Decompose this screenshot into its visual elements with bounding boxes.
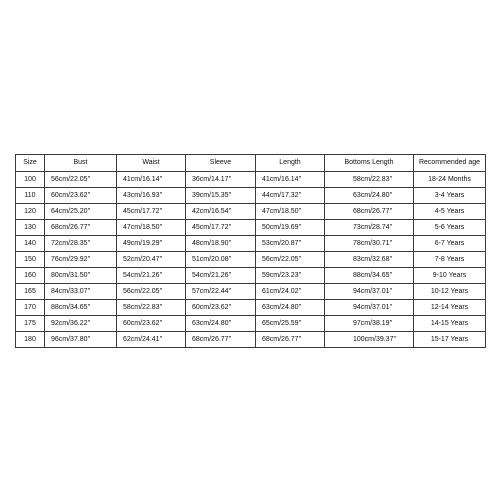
cell-waist: 45cm/17.72'' [117,204,186,220]
cell-recommended-age: 5-6 Years [414,220,486,236]
cell-waist: 41cm/16.14'' [117,172,186,188]
cell-sleeve: 51cm/20.08'' [186,252,256,268]
cell-waist: 56cm/22.05'' [117,284,186,300]
cell-bust: 84cm/33.07'' [45,284,117,300]
cell-recommended-age: 12-14 Years [414,300,486,316]
cell-size: 120 [16,204,45,220]
cell-size: 165 [16,284,45,300]
cell-bottoms-length: 94cm/37.01'' [325,300,414,316]
column-header-recommended-age: Recommended age [414,155,486,172]
table-row [16,332,486,348]
cell-length: 65cm/25.59'' [256,316,325,332]
cell-sleeve: 63cm/24.80'' [186,316,256,332]
cell-bust: 64cm/25.20'' [45,204,117,220]
cell-bottoms-length: 58cm/22.83'' [325,172,414,188]
cell-bust: 76cm/29.92'' [45,252,117,268]
table-body [16,172,486,348]
column-header-bust: Bust [45,155,117,172]
cell-size: 150 [16,252,45,268]
table-row [16,236,486,252]
cell-size: 140 [16,236,45,252]
cell-bottoms-length: 68cm/26.77'' [325,204,414,220]
size-chart-table [15,154,486,348]
cell-recommended-age: 6-7 Years [414,236,486,252]
cell-waist: 60cm/23.62'' [117,316,186,332]
table-row [16,204,486,220]
cell-length: 50cm/19.69'' [256,220,325,236]
table-row [16,316,486,332]
cell-recommended-age: 10-12 Years [414,284,486,300]
table-row [16,252,486,268]
cell-bottoms-length: 97cm/38.19'' [325,316,414,332]
column-header-waist: Waist [117,155,186,172]
cell-bottoms-length: 73cm/28.74'' [325,220,414,236]
cell-length: 63cm/24.80'' [256,300,325,316]
column-header-sleeve: Sleeve [186,155,256,172]
cell-recommended-age: 3-4 Years [414,188,486,204]
cell-bottoms-length: 63cm/24.80'' [325,188,414,204]
cell-sleeve: 48cm/18.90'' [186,236,256,252]
table-row [16,268,486,284]
table-row [16,220,486,236]
cell-waist: 58cm/22.83'' [117,300,186,316]
cell-recommended-age: 4-5 Years [414,204,486,220]
column-header-length: Length [256,155,325,172]
cell-size: 180 [16,332,45,348]
cell-recommended-age: 9-10 Years [414,268,486,284]
cell-waist: 47cm/18.50'' [117,220,186,236]
table-row [16,172,486,188]
cell-recommended-age: 14-15 Years [414,316,486,332]
cell-size: 175 [16,316,45,332]
column-header-bottoms-length: Bottoms Length [325,155,414,172]
cell-bust: 72cm/28.35'' [45,236,117,252]
cell-sleeve: 39cm/15.35'' [186,188,256,204]
cell-bottoms-length: 100cm/39.37'' [325,332,414,348]
cell-waist: 52cm/20.47'' [117,252,186,268]
cell-recommended-age: 18-24 Months [414,172,486,188]
table-row [16,188,486,204]
cell-size: 160 [16,268,45,284]
cell-bust: 88cm/34.65'' [45,300,117,316]
cell-bust: 68cm/26.77'' [45,220,117,236]
cell-bust: 56cm/22.05'' [45,172,117,188]
table-row [16,284,486,300]
cell-waist: 43cm/16.93'' [117,188,186,204]
column-header-size: Size [16,155,45,172]
cell-length: 59cm/23.23'' [256,268,325,284]
cell-bust: 96cm/37.80'' [45,332,117,348]
cell-waist: 49cm/19.29'' [117,236,186,252]
cell-sleeve: 36cm/14.17'' [186,172,256,188]
header-row [16,155,486,172]
cell-bust: 60cm/23.62'' [45,188,117,204]
cell-length: 53cm/20.87'' [256,236,325,252]
cell-sleeve: 54cm/21.26'' [186,268,256,284]
cell-sleeve: 42cm/16.54'' [186,204,256,220]
cell-waist: 54cm/21.26'' [117,268,186,284]
table-row [16,300,486,316]
cell-length: 61cm/24.02'' [256,284,325,300]
cell-size: 110 [16,188,45,204]
cell-bust: 92cm/36.22'' [45,316,117,332]
cell-bottoms-length: 94cm/37.01'' [325,284,414,300]
cell-recommended-age: 7-8 Years [414,252,486,268]
cell-length: 56cm/22.05'' [256,252,325,268]
cell-sleeve: 60cm/23.62'' [186,300,256,316]
cell-sleeve: 68cm/26.77'' [186,332,256,348]
cell-waist: 62cm/24.41'' [117,332,186,348]
cell-length: 41cm/16.14'' [256,172,325,188]
cell-size: 170 [16,300,45,316]
cell-sleeve: 57cm/22.44'' [186,284,256,300]
cell-length: 47cm/18.50'' [256,204,325,220]
cell-bottoms-length: 83cm/32.68'' [325,252,414,268]
cell-size: 100 [16,172,45,188]
cell-length: 68cm/26.77'' [256,332,325,348]
cell-length: 44cm/17.32'' [256,188,325,204]
cell-bottoms-length: 88cm/34.65'' [325,268,414,284]
cell-bust: 80cm/31.50'' [45,268,117,284]
cell-recommended-age: 15-17 Years [414,332,486,348]
cell-sleeve: 45cm/17.72'' [186,220,256,236]
cell-bottoms-length: 78cm/30.71'' [325,236,414,252]
cell-size: 130 [16,220,45,236]
